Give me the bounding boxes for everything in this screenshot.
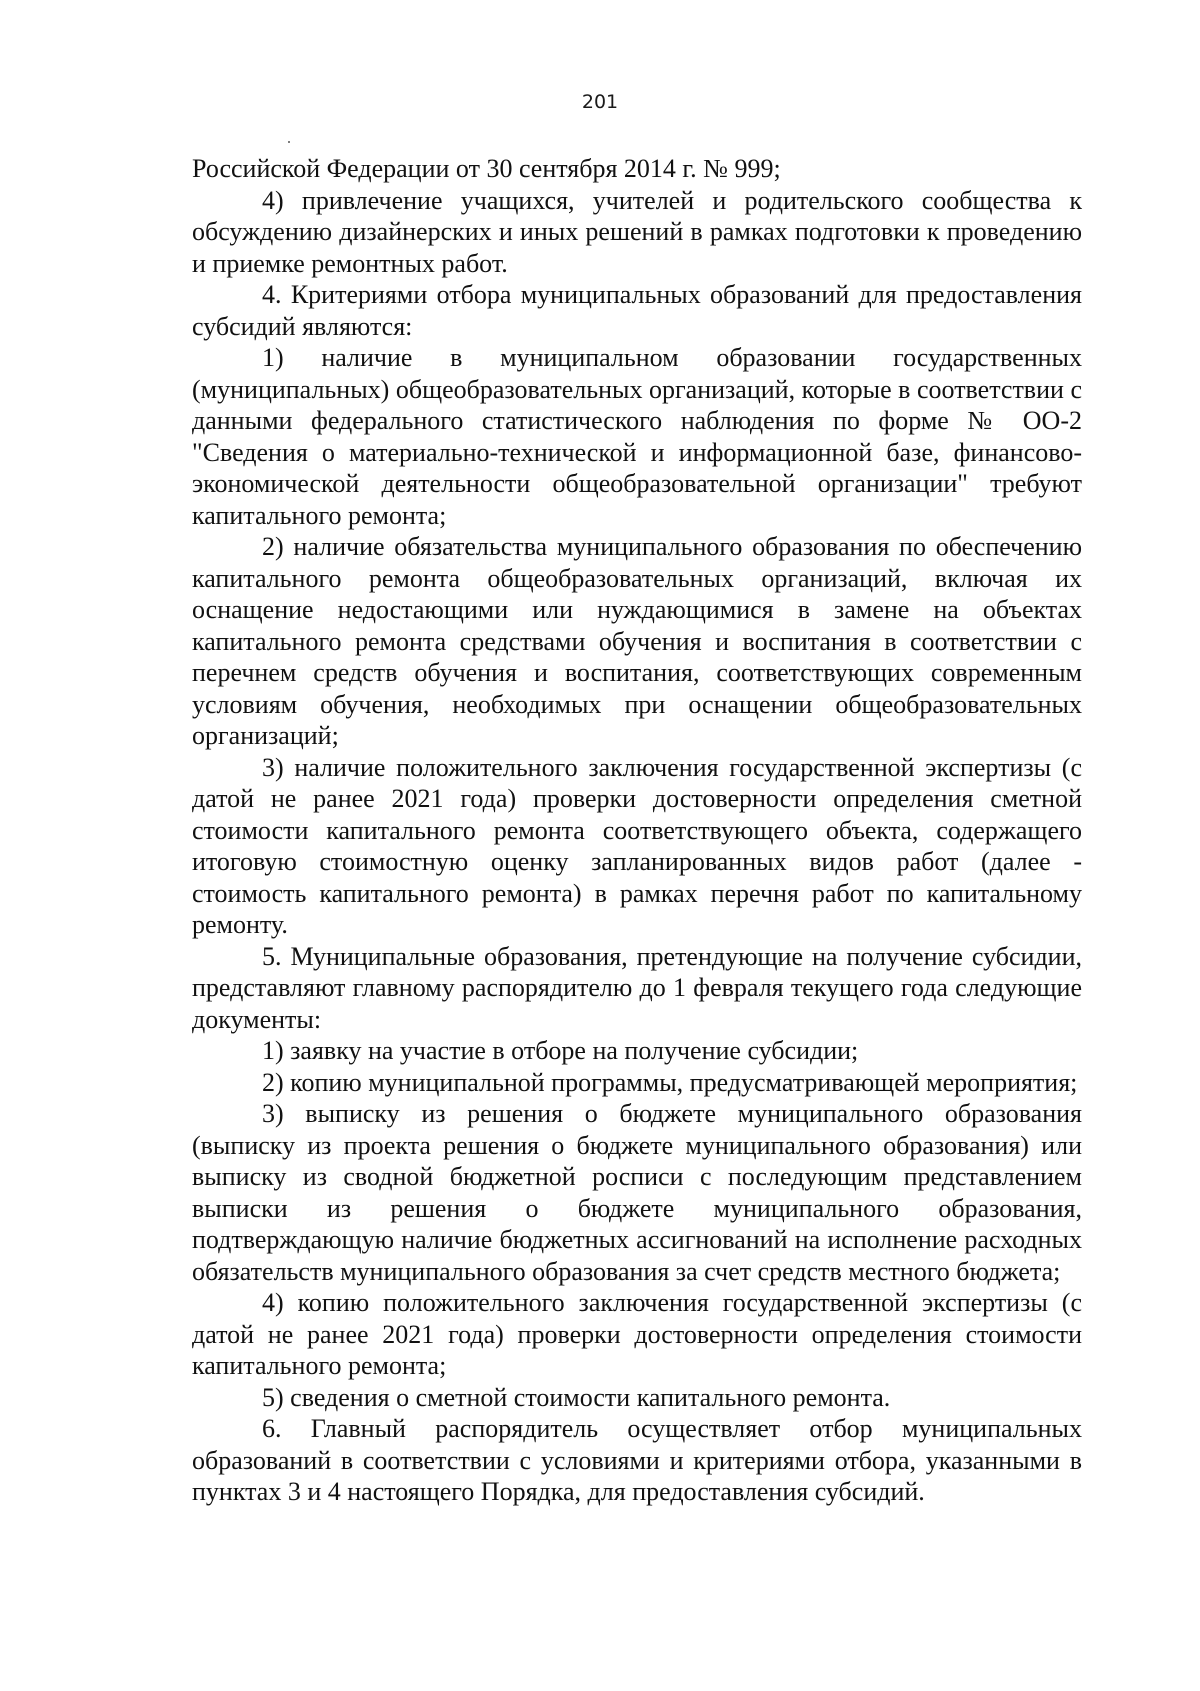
paragraph-section-5: 5. Муниципальные образования, претендующие на получение субсидии, представляют главному распорядителю до 1 февраля текущего года следующие документы: (192, 941, 1082, 1034)
paragraph-item-4-1: 1) наличие в муниципальном образовании государственных (муниципальных) общеобразовательных организаций, которые в соответствии с данными федерального статистического наблюдения по форме № ОО-2 "Сведения о материально-технической и информационной базе, финансово-экономической деятельности общеобразовательной организации" требуют капитального ремонта; (192, 343, 1082, 530)
paragraph-section-6: 6. Главный распорядитель осуществляет отбор муниципальных образований в соответствии с условиями и критериями отбора, указанными в пунктах 3 и 4 настоящего Порядка, для предоставления субсидий. (192, 1414, 1082, 1506)
scan-artifact (288, 141, 290, 143)
paragraph-section-4: 4. Критериями отбора муниципальных образований для предоставления субсидий являются: (192, 280, 1082, 341)
paragraph-item-5-5: 5) сведения о сметной стоимости капитального ремонта. (262, 1382, 891, 1412)
document-body (192, 153, 1082, 1508)
paragraph-continuation: Российской Федерации от 30 сентября 2014 г. № 999; (192, 154, 781, 183)
paragraph-item-5-1: 1) заявку на участие в отборе на получение субсидии; (262, 1036, 859, 1065)
paragraph-item-4-3: 3) наличие положительного заключения государственной экспертизы (с датой не ранее 2021 года) проверки достоверности определения сметной стоимости капитального ремонта соответствующего объекта, содержащего итоговую стоимостную оценку запланированных видов работ (далее - стоимость капитального ремонта) в рамках перечня работ по капитальному ремонту. (192, 752, 1082, 939)
paragraph-item-5-2: 2) копию муниципальной программы, предусматривающей мероприятия; (262, 1067, 1078, 1097)
paragraph-item-3-4: 4) привлечение учащихся, учителей и родительского сообщества к обсуждению дизайнерских и иных решений в рамках подготовки к проведению и приемке ремонтных работ. (192, 185, 1082, 278)
paragraph-item-5-4: 4) копию положительного заключения государственной экспертизы (с датой не ранее 2021 года) проверки достоверности определения стоимости капитального ремонта; (192, 1288, 1082, 1380)
paragraph-item-5-3: 3) выписку из решения о бюджете муниципального образования (выписку из проекта решения о бюджете муниципального образования) или выписку из сводной бюджетной росписи с последующим представлением выписки из решения о бюджете муниципального образования, подтверждающую наличие бюджетных ассигнований на исполнение расходных обязательств муниципального образования за счет средств местного бюджета; (192, 1099, 1082, 1286)
page-number: 201 (581, 91, 619, 113)
paragraph-item-4-2: 2) наличие обязательства муниципального образования по обеспечению капитального ремонта общеобразовательных организаций, включая их оснащение недостающими или нуждающимися в замене на объектах капитального ремонта средствами обучения и воспитания в соответствии с перечнем средств обучения и воспитания, соответствующих современным условиям обучения, необходимых при оснащении общеобразовательных организаций; (192, 532, 1082, 750)
